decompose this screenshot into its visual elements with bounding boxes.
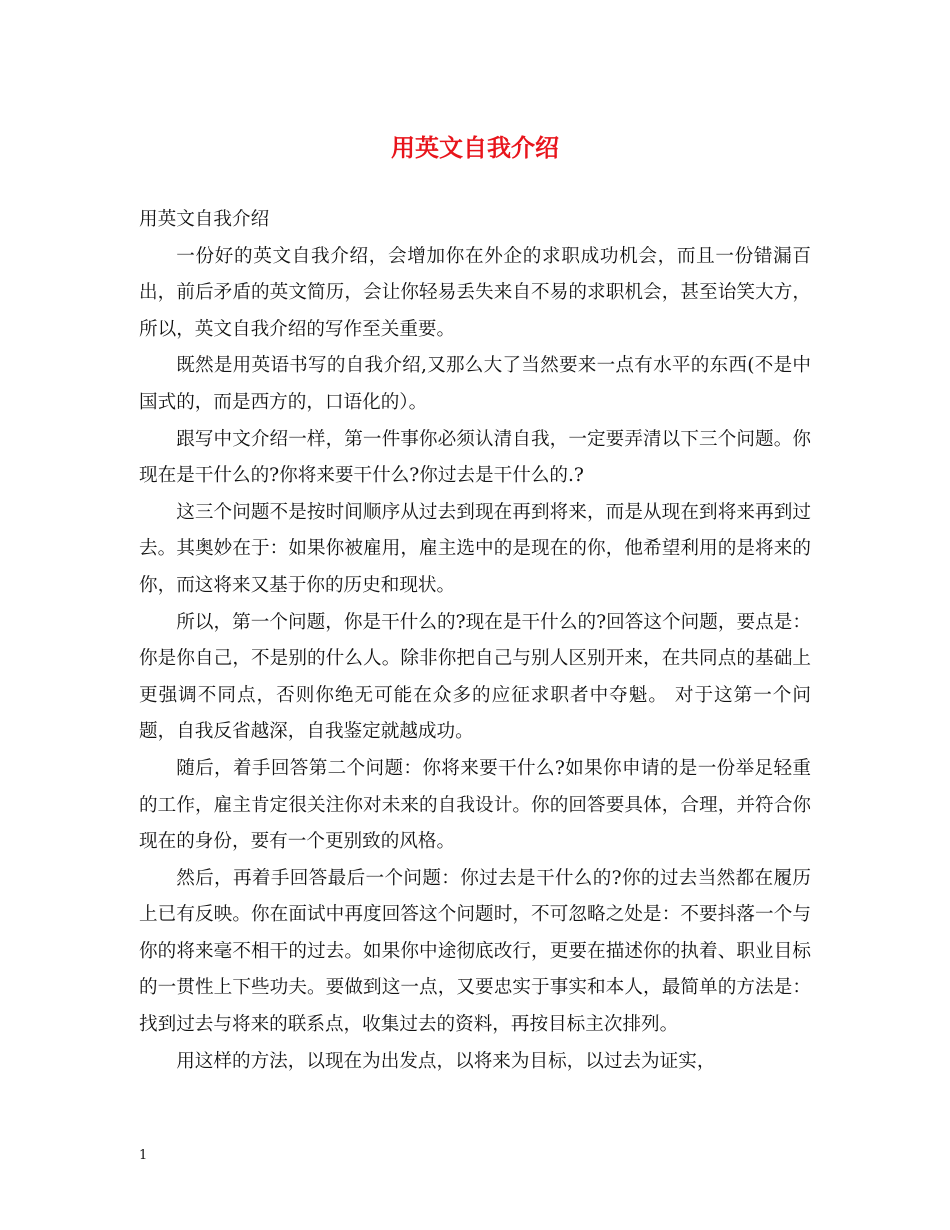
paragraph-2: 既然是用英语书写的自我介绍,又那么大了当然要来一点有水平的东西(不是中国式的，而是西方的，口语化的）。 xyxy=(139,355,811,413)
paragraph-3: 跟写中文介绍一样，第一件事你必须认清自我，一定要弄清以下三个问题。你现在是干什么的?你将来要干什么?你过去是干什么的.? xyxy=(139,428,811,487)
paragraph-6: 随后，着手回答第二个问题：你将来要干什么?如果你申请的是一份举足轻重的工作，雇主肯定很关注你对未来的自我设计。你的回答要具体，合理，并符合你现在的身份，要有一个更别致的风格。 xyxy=(139,757,811,853)
paragraph-8: 用这样的方法，以现在为出发点，以将来为目标，以过去为证实， xyxy=(176,1050,716,1072)
paragraph-7: 然后，再着手回答最后一个问题：你过去是干什么的?你的过去当然都在履历上已有反映。你在面试中再度回答这个问题时，不可忽略之处是：不要抖落一个与你的将来毫不相干的过去。如果你中途彻底改行，更要在描述你的执着、职业目标的一贯性上下些功夫。要做到这一点，又要忠实于事实和本人，最简单的方法是：找到过去与将来的联系点，收集过去的资料，再按目标主次排列。 xyxy=(139,867,811,1036)
paragraph-5: 所以，第一个问题，你是干什么的?现在是干什么的?回答这个问题，要点是：你是你自己，不是别的什么人。除非你把自己与别人区别开来，在共同点的基础上更强调不同点，否则你绝无可能在众多的应征求职者中夺魁。 对于这第一个问题，自我反省越深，自我鉴定就越成功。 xyxy=(139,611,811,743)
document-title: 用英文自我介绍 xyxy=(391,133,559,162)
section-heading: 用英文自我介绍 xyxy=(139,209,270,230)
paragraph-4: 这三个问题不是按时间顺序从过去到现在再到将来，而是从现在到将来再到过去。其奥妙在于：如果你被雇用，雇主选中的是现在的你，他希望利用的是将来的你，而这将来又基于你的历史和现状。 xyxy=(139,501,811,596)
document-body xyxy=(139,202,811,1080)
page-number: 1 xyxy=(139,1148,148,1163)
paragraph-1: 一份好的英文自我介绍，会增加你在外企的求职成功机会，而且一份错漏百出，前后矛盾的英文简历，会让你轻易丢失来自不易的求职机会，甚至诒笑大方，所以，英文自我介绍的写作至关重要。 xyxy=(139,245,811,340)
